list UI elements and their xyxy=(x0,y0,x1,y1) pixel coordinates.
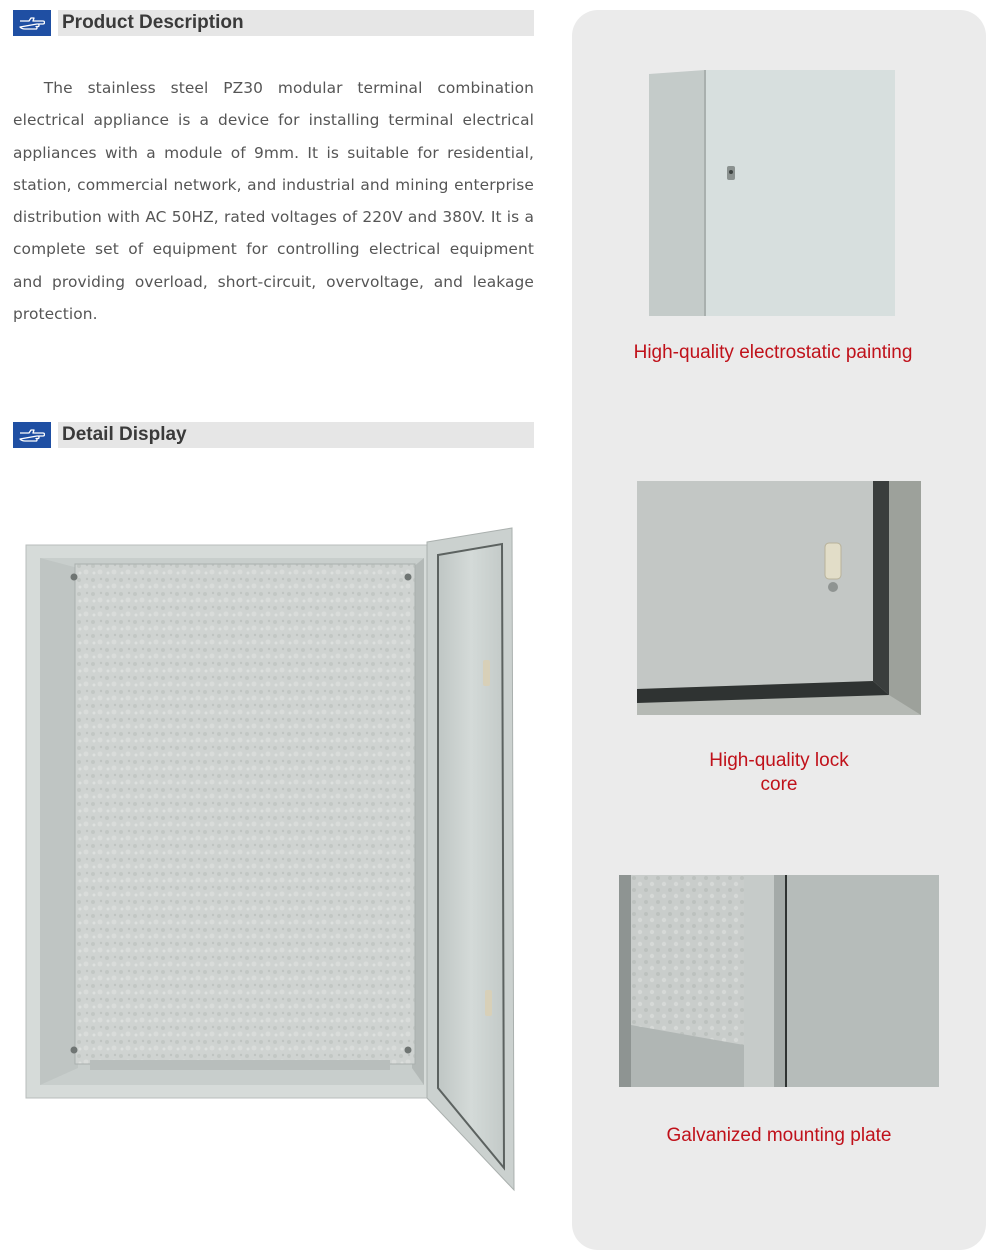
pointing-hand-icon xyxy=(13,422,51,448)
closed-cabinet-image xyxy=(645,70,897,316)
pointing-hand-icon xyxy=(13,10,51,36)
feature-caption-lock-line1: High-quality lock xyxy=(709,750,849,771)
feature-caption-galvanized: Galvanized mounting plate xyxy=(666,1125,892,1146)
galvanized-plate-image xyxy=(619,875,939,1087)
feature-caption-lock xyxy=(620,749,938,797)
product-description-header xyxy=(13,10,534,36)
feature-caption-lock-line2: core xyxy=(760,774,798,795)
section-title: Product Description xyxy=(62,12,244,33)
feature-caption-painting: High-quality electrostatic painting xyxy=(633,342,913,363)
product-description-text: The stainless steel PZ30 modular terminal combination electrical appliance is a device for installing terminal electrical appliances with a module of 9mm. It is suitable for residential, station, commercial network, and industrial and mining enterprise distribution with AC 50HZ, rated voltages of 220V and 380V. It is a complete set of equipment for controlling electrical equipment and providing overload, short-circuit, overvoltage, and leakage protection. xyxy=(13,79,534,324)
lock-core-image xyxy=(637,481,921,715)
detail-display-header xyxy=(13,422,534,448)
cabinet-open-image xyxy=(20,520,530,1200)
section-title: Detail Display xyxy=(62,424,187,445)
